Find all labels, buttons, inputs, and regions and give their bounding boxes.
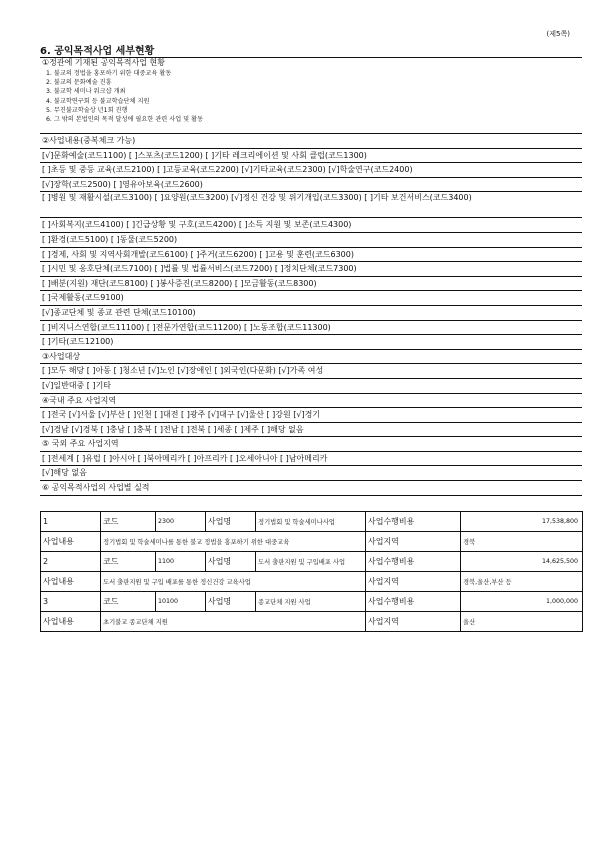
- name-label: 사업명: [206, 512, 256, 532]
- record-number: 3: [41, 592, 101, 612]
- table-row: [41, 572, 583, 592]
- overseas-region-row: [ ]전세계 [ ]유럽 [ ]아시아 [ ]북아메리카 [ ]아프리카 [ ]오세아니아 [ ]남아메리카: [40, 452, 582, 467]
- record-region: 울산: [461, 612, 583, 632]
- charter-item: 5. 무진불교학술상 년1회 진행: [46, 106, 128, 114]
- table-row: [41, 552, 583, 572]
- business-category-row: [ ]비지니스연합(코드11100) [ ]전문가연합(코드11200) [ ]노동조합(코드11300): [40, 321, 582, 336]
- code-label: 코드: [101, 512, 156, 532]
- business-category-row: [ ]기타(코드12100): [40, 335, 582, 350]
- record-name: 도서 출판지원 및 구입배포 사업: [256, 552, 366, 572]
- code-label: 코드: [101, 592, 156, 612]
- charter-item: 1. 불교의 정법을 홍포하기 위한 대중교육 활동: [46, 69, 172, 77]
- target-row: [√]일반대중 [ ]기타: [40, 379, 582, 394]
- code-label: 코드: [101, 552, 156, 572]
- business-category-row: [ ]사회복지(코드4100) [ ]긴급상황 및 구호(코드4200) [ ]소득 지원 및 보존(코드4300): [40, 218, 582, 233]
- cost-label: 사업수행비용: [366, 592, 461, 612]
- table-row: [41, 532, 583, 552]
- business-category-row: [√]장학(코드2500) [ ]영유아보육(코드2600): [40, 178, 582, 193]
- section-2-heading: ②사업내용(중복체크 가능): [40, 134, 582, 149]
- record-code: 1100: [156, 552, 206, 572]
- record-number: 1: [41, 512, 101, 532]
- record-cost: 14,625,500: [461, 552, 583, 572]
- content-label: 사업내용: [41, 612, 101, 632]
- business-category-row: [ ]환경(코드5100) [ ]동물(코드5200): [40, 233, 582, 248]
- business-category-row: [ ]병원 및 재활시설(코드3100) [ ]요양원(코드3200) [√]정신 건강 및 위기개입(코드3300) [ ]기타 보건서비스(코드3400): [40, 192, 582, 218]
- charter-item: 3. 불교학 세미나 워크샵 개최: [46, 88, 126, 96]
- table-row: [41, 592, 583, 612]
- region-label: 사업지역: [366, 572, 461, 592]
- section-5-heading: ⑤ 국외 주요 사업지역: [40, 437, 582, 452]
- record-region: 경북,울산,부산 등: [461, 572, 583, 592]
- section-2-business-content: [40, 134, 582, 496]
- record-cost: 17,538,800: [461, 512, 583, 532]
- business-category-row: [√]종교단체 및 종교 관련 단체(코드10100): [40, 306, 582, 321]
- business-category-row: [ ]경제, 사회 및 지역사회개발(코드6100) [ ]주거(코드6200) [ ]고용 및 훈련(코드6300): [40, 248, 582, 263]
- business-category-row: [ ]배분(지원) 재단(코드8100) [ ]봉사증진(코드8200) [ ]모금활동(코드8300): [40, 277, 582, 292]
- record-name: 정기법회 및 학술세미나사업: [256, 512, 366, 532]
- record-content: 정기법회 및 학술세미나를 통한 불교 정법을 홍포하기 위한 대중교육: [101, 532, 366, 552]
- business-category-row: [ ]초등 및 중등 교육(코드2100) [ ]고등교육(코드2200) [√]기타교육(코드2300) [√]학술연구(코드2400): [40, 163, 582, 178]
- page-number: (제5쪽): [546, 30, 570, 38]
- business-category-row: [ ]시민 및 옹호단체(코드7100) [ ]법률 및 법률서비스(코드7200) [ ]정치단체(코드7300): [40, 262, 582, 277]
- cost-label: 사업수행비용: [366, 512, 461, 532]
- table-row: [41, 612, 583, 632]
- record-code: 2300: [156, 512, 206, 532]
- charter-item: 6. 그 밖의 본법인의 목적 달성에 필요한 관련 사업 및 활동: [46, 116, 204, 124]
- domestic-region-row: [ ]전국 [√]서울 [√]부산 [ ]인천 [ ]대전 [ ]광주 [√]대구 [√]울산 [ ]강원 [√]경기: [40, 408, 582, 423]
- section-1-heading: ①정관에 기재된 공익목적사업 현황: [42, 58, 165, 67]
- domestic-region-row: [√]경남 [√]경북 [ ]충남 [ ]충북 [ ]전남 [ ]전북 [ ]세종 [ ]제주 [ ]해당 없음: [40, 423, 582, 438]
- charter-item: 2. 불교의 문화예술 진흥: [46, 79, 112, 87]
- name-label: 사업명: [206, 552, 256, 572]
- record-number: 2: [41, 552, 101, 572]
- record-name: 종교단체 지원 사업: [256, 592, 366, 612]
- section-title: 6. 공익목적사업 세부현황: [40, 46, 155, 57]
- content-label: 사업내용: [41, 572, 101, 592]
- section-6-heading: ⑥ 공익목적사업의 사업별 실적: [40, 481, 582, 496]
- section-3-heading: ③사업대상: [40, 350, 582, 365]
- content-label: 사업내용: [41, 532, 101, 552]
- business-category-row: [ ]국제활동(코드9100): [40, 291, 582, 306]
- region-label: 사업지역: [366, 612, 461, 632]
- overseas-region-row: [√]해당 없음: [40, 466, 582, 481]
- region-label: 사업지역: [366, 532, 461, 552]
- record-region: 경북: [461, 532, 583, 552]
- record-content: 초기불교 종교단체 지원: [101, 612, 366, 632]
- performance-table: [40, 511, 583, 632]
- table-row: [41, 512, 583, 532]
- record-content: 도서 출판지원 및 구입 배포를 통한 정신건강 교육사업: [101, 572, 366, 592]
- cost-label: 사업수행비용: [366, 552, 461, 572]
- business-category-row: [√]문화예술(코드1100) [ ]스포츠(코드1200) [ ]기타 레크리에이션 및 사회 클럽(코드1300): [40, 149, 582, 164]
- charter-item: 4. 불교학연구회 등 불교학습단체 지원: [46, 97, 150, 105]
- section-4-heading: ④국내 주요 사업지역: [40, 394, 582, 409]
- name-label: 사업명: [206, 592, 256, 612]
- section-1-charter-projects: [40, 58, 582, 134]
- record-cost: 1,000,000: [461, 592, 583, 612]
- record-code: 10100: [156, 592, 206, 612]
- target-row: [ ]모두 해당 [ ]아동 [ ]청소년 [√]노인 [√]장애인 [ ]외국인(다문화) [√]가족 여성: [40, 364, 582, 379]
